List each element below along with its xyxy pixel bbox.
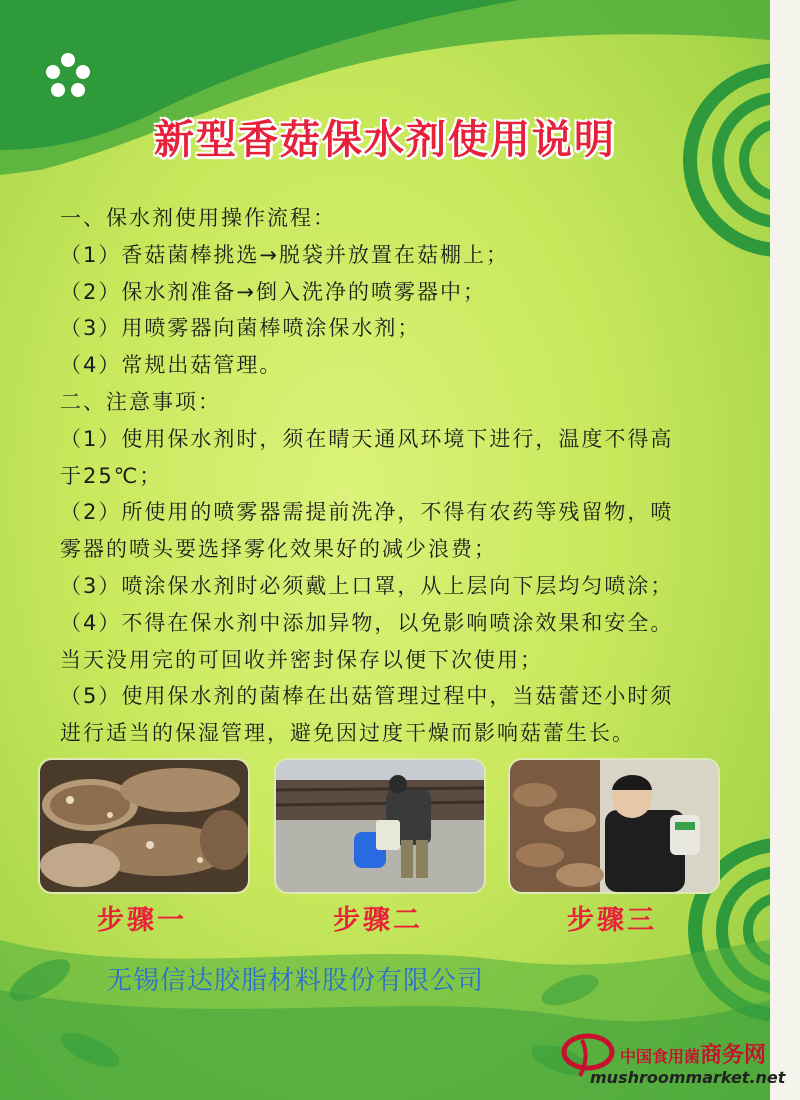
note-line: （2）所使用的喷雾器需提前洗净，不得有农药等残留物，喷 (60, 500, 674, 525)
note-line: 于25℃； (60, 463, 163, 488)
note-line: （1）使用保水剂时，须在晴天通风环境下进行，温度不得高 (60, 426, 674, 451)
note-line: 雾器的喷头要选择雾化效果好的减少浪费； (60, 537, 497, 562)
spraying-greenhouse-image (276, 760, 484, 892)
mushroom-logs-image (40, 760, 248, 892)
process-step-2: （2）保水剂准备→倒入洗净的喷雾器中； (60, 279, 486, 304)
note-line: 进行适当的保湿管理，避免因过度干燥而影响菇蕾生长。 (60, 721, 635, 746)
company-name: 无锡信达胶脂材料股份有限公司 (106, 966, 485, 996)
note-line: （3）喷涂保水剂时必须戴上口罩，从上层向下层均匀喷涂； (60, 573, 674, 598)
step-one-photo (38, 758, 250, 894)
process-step-4: （4）常规出菇管理。 (60, 353, 283, 378)
step-label-1: 步骤一 (97, 905, 187, 936)
step-two-photo (274, 758, 486, 894)
step-three-photo (508, 758, 720, 894)
instruction-text (60, 200, 720, 752)
process-step-3: （3）用喷雾器向菌棒喷涂保水剂； (60, 316, 421, 341)
worker-with-sprayer-image (510, 760, 718, 892)
note-line: 当天没用完的可回收并密封保存以便下次使用； (60, 647, 543, 672)
process-step-1: （1）香菇菌棒挑选→脱袋并放置在菇棚上； (60, 242, 509, 267)
top-swoosh-decoration (0, 0, 770, 200)
section-heading-notes: 二、注意事项： (60, 389, 221, 414)
flower-dots-icon (38, 46, 98, 106)
step-label-2: 步骤二 (333, 905, 423, 936)
watermark-cn-small: 中国食用菌 (620, 1047, 701, 1066)
note-line: （4）不得在保水剂中添加异物，以免影响喷涂效果和安全。 (60, 610, 674, 635)
watermark-cn-big: 商务网 (700, 1043, 767, 1068)
watermark-url: mushroommarket.net (590, 1068, 786, 1087)
note-line: （5）使用保水剂的菌棒在出菇管理过程中，当菇蕾还小时须 (60, 684, 674, 709)
step-label-3: 步骤三 (567, 905, 657, 936)
page-title: 新型香菇保水剂使用说明 (154, 117, 616, 163)
section-heading-process: 一、保水剂使用操作流程： (60, 206, 336, 230)
watermark-chinese (620, 1038, 766, 1069)
